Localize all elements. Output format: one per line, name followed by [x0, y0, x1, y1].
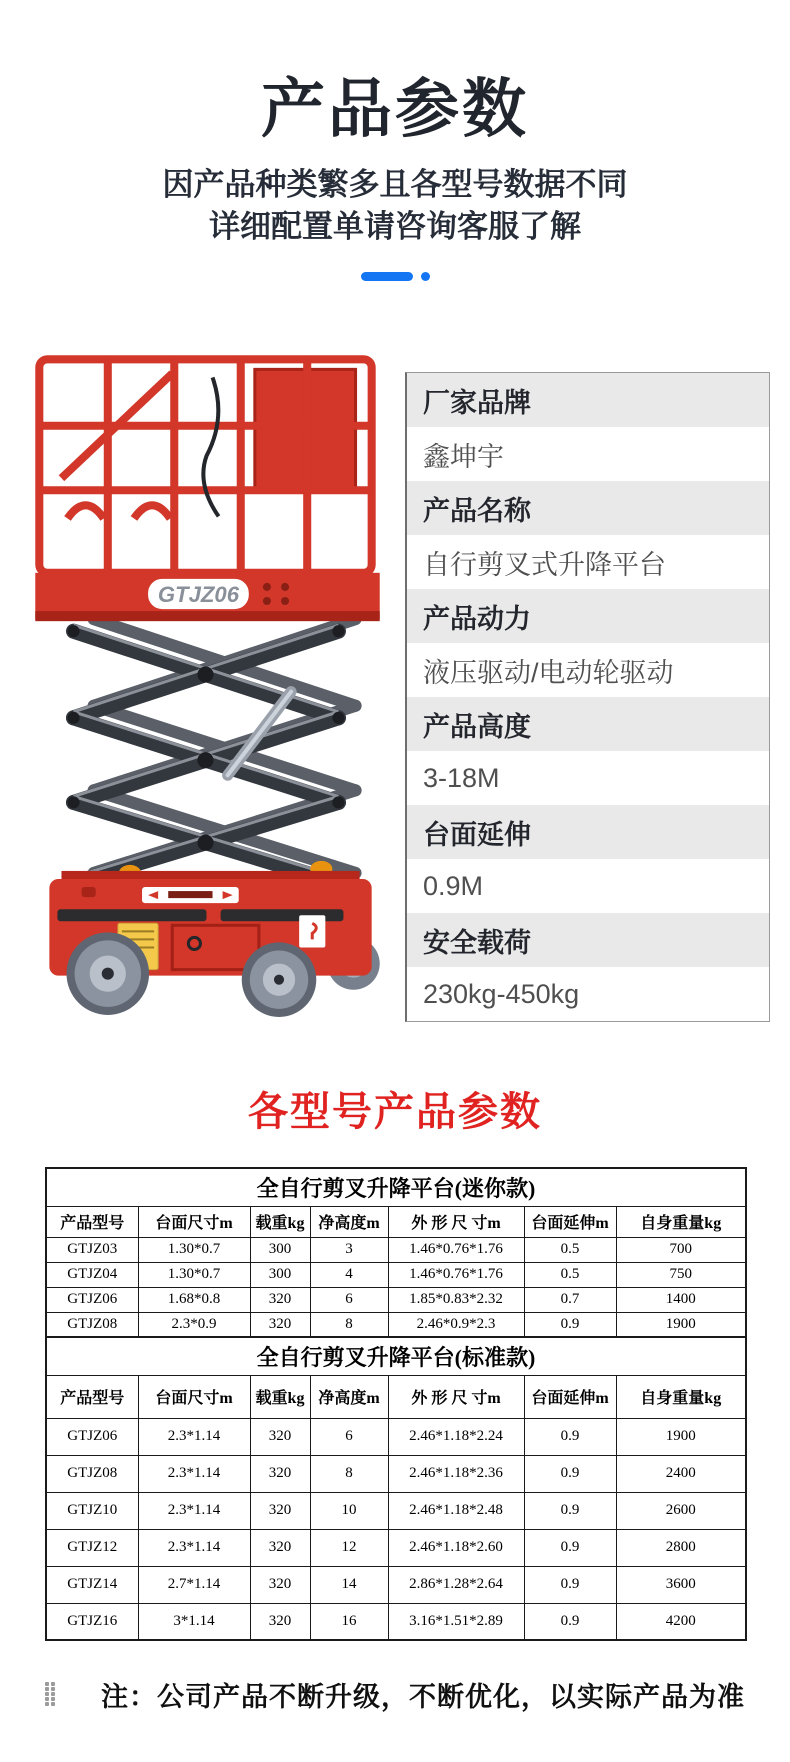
cell: 2.46*1.18*2.24 — [388, 1418, 524, 1455]
table-row — [46, 1603, 746, 1640]
cell: 16 — [310, 1603, 388, 1640]
spec-label-load: 安全载荷 — [407, 913, 769, 967]
cell: 0.5 — [524, 1262, 616, 1287]
divider-bar — [361, 272, 413, 281]
col-weight: 自身重量kg — [616, 1206, 746, 1237]
cell: 2.3*1.14 — [138, 1455, 250, 1492]
cell: GTJZ08 — [46, 1455, 138, 1492]
spec-value-brand: 鑫坤宇 — [407, 427, 769, 481]
cell: 2.7*1.14 — [138, 1566, 250, 1603]
product-spec-panel — [405, 372, 770, 1022]
subtitle-line-2: 详细配置单请咨询客服了解 — [209, 209, 581, 244]
cell: 6 — [310, 1418, 388, 1455]
table-row — [46, 1455, 746, 1492]
cell: 0.9 — [524, 1455, 616, 1492]
cell: 300 — [250, 1237, 310, 1262]
cell: 320 — [250, 1603, 310, 1640]
cell: GTJZ08 — [46, 1312, 138, 1337]
cell: 3.16*1.51*2.89 — [388, 1603, 524, 1640]
cell: 300 — [250, 1262, 310, 1287]
cell: 700 — [616, 1237, 746, 1262]
cell: 320 — [250, 1492, 310, 1529]
cell: 2.3*1.14 — [138, 1492, 250, 1529]
spec-value-power: 液压驱动/电动轮驱动 — [407, 643, 769, 697]
cell: 320 — [250, 1566, 310, 1603]
spec-value-height: 3-18M — [407, 751, 769, 805]
cell: 0.9 — [524, 1566, 616, 1603]
col-outer-size: 外 形 尺 寸m — [388, 1206, 524, 1237]
model-params-tables — [45, 1167, 745, 1641]
product-overview-section — [0, 317, 790, 1022]
cell: 2.46*1.18*2.48 — [388, 1492, 524, 1529]
spec-label-height: 产品高度 — [407, 697, 769, 751]
cell: GTJZ06 — [46, 1287, 138, 1312]
col-outer-size: 外 形 尺 寸m — [388, 1375, 524, 1418]
cell: GTJZ12 — [46, 1529, 138, 1566]
model-plate-text: GTJZ06 — [157, 582, 240, 608]
spec-value-load: 230kg-450kg — [407, 967, 769, 1021]
cell: 320 — [250, 1529, 310, 1566]
spec-label-name: 产品名称 — [407, 481, 769, 535]
spec-label-brand: 厂家品牌 — [407, 373, 769, 427]
col-platform-size: 台面尺寸m — [138, 1375, 250, 1418]
cell: 8 — [310, 1455, 388, 1492]
table-row — [46, 1262, 746, 1287]
cell: 3600 — [616, 1566, 746, 1603]
hook-sticker — [299, 915, 325, 947]
col-model: 产品型号 — [46, 1375, 138, 1418]
col-net-height: 净高度m — [310, 1375, 388, 1418]
basket-base-shadow — [35, 611, 379, 621]
col-weight: 自身重量kg — [616, 1375, 746, 1418]
table-row — [46, 1529, 746, 1566]
standard-series-table — [45, 1336, 747, 1641]
table-row — [46, 1312, 746, 1337]
table-row — [46, 1287, 746, 1312]
cell: 0.9 — [524, 1529, 616, 1566]
cell: 1.68*0.8 — [138, 1287, 250, 1312]
cell: 6 — [310, 1287, 388, 1312]
mini-table-title: 全自行剪叉升降平台(迷你款) — [46, 1168, 746, 1206]
table-row — [46, 1418, 746, 1455]
cell: GTJZ03 — [46, 1237, 138, 1262]
standard-table-title: 全自行剪叉升降平台(标准款) — [46, 1337, 746, 1375]
standard-table-header — [46, 1375, 746, 1418]
table-row — [46, 1237, 746, 1262]
footer-note — [45, 1675, 745, 1714]
cell: GTJZ10 — [46, 1492, 138, 1529]
cell: GTJZ14 — [46, 1566, 138, 1603]
cell: GTJZ04 — [46, 1262, 138, 1287]
cell: 320 — [250, 1418, 310, 1455]
col-net-height: 净高度m — [310, 1206, 388, 1237]
subtitle-line-1: 因产品种类繁多且各型号数据不同 — [162, 167, 628, 202]
cell: 3*1.14 — [138, 1603, 250, 1640]
cell: 2800 — [616, 1529, 746, 1566]
spec-value-name: 自行剪叉式升降平台 — [407, 535, 769, 589]
cell: 0.9 — [524, 1312, 616, 1337]
cell: 1.30*0.7 — [138, 1262, 250, 1287]
blue-divider — [0, 272, 790, 281]
cell: 1400 — [616, 1287, 746, 1312]
cell: 2.46*1.18*2.60 — [388, 1529, 524, 1566]
cell: 0.5 — [524, 1237, 616, 1262]
cell: GTJZ06 — [46, 1418, 138, 1455]
cell: 12 — [310, 1529, 388, 1566]
cell: 1.85*0.83*2.32 — [388, 1287, 524, 1312]
table-row — [46, 1566, 746, 1603]
cell: 0.7 — [524, 1287, 616, 1312]
col-platform-size: 台面尺寸m — [138, 1206, 250, 1237]
cell: 0.9 — [524, 1603, 616, 1640]
cell: 1.30*0.7 — [138, 1237, 250, 1262]
cell: 2600 — [616, 1492, 746, 1529]
page-subtitle — [0, 164, 790, 248]
col-extension: 台面延伸m — [524, 1375, 616, 1418]
cell: GTJZ16 — [46, 1603, 138, 1640]
basket-cable — [203, 377, 218, 516]
page-title: 产品参数 — [261, 73, 529, 145]
cell: 10 — [310, 1492, 388, 1529]
col-load: 载重kg — [250, 1206, 310, 1237]
col-load: 载重kg — [250, 1375, 310, 1418]
cell: 2400 — [616, 1455, 746, 1492]
cell: 2.3*1.14 — [138, 1529, 250, 1566]
cell: 750 — [616, 1262, 746, 1287]
spec-label-extension: 台面延伸 — [407, 805, 769, 859]
left-wheel — [67, 932, 150, 1015]
cell: 4200 — [616, 1603, 746, 1640]
col-model: 产品型号 — [46, 1206, 138, 1237]
model-params-title: 各型号产品参数 — [248, 1090, 542, 1134]
cell: 0.9 — [524, 1418, 616, 1455]
cell: 1.46*0.76*1.76 — [388, 1262, 524, 1287]
footer-note-text: 注：公司产品不断升级，不断优化，以实际产品为准 — [101, 1682, 745, 1712]
cell: 2.46*1.18*2.36 — [388, 1455, 524, 1492]
product-image-scissor-lift — [15, 317, 400, 1022]
right-wheel — [242, 942, 317, 1017]
mini-table-header — [46, 1206, 746, 1237]
platform-basket — [35, 359, 379, 621]
spec-label-power: 产品动力 — [407, 589, 769, 643]
cell: 2.3*0.9 — [138, 1312, 250, 1337]
cell: 0.9 — [524, 1492, 616, 1529]
cell: 1.46*0.76*1.76 — [388, 1237, 524, 1262]
cell: 14 — [310, 1566, 388, 1603]
cell: 320 — [250, 1312, 310, 1337]
col-extension: 台面延伸m — [524, 1206, 616, 1237]
cell: 320 — [250, 1455, 310, 1492]
spec-value-extension: 0.9M — [407, 859, 769, 913]
cell: 1900 — [616, 1418, 746, 1455]
cell: 2.86*1.28*2.64 — [388, 1566, 524, 1603]
cell: 320 — [250, 1287, 310, 1312]
cell: 2.46*0.9*2.3 — [388, 1312, 524, 1337]
cell: 8 — [310, 1312, 388, 1337]
cell: 4 — [310, 1262, 388, 1287]
divider-dot — [421, 272, 430, 281]
cell: 1900 — [616, 1312, 746, 1337]
mini-series-table — [45, 1167, 747, 1338]
table-row — [46, 1492, 746, 1529]
cell: 3 — [310, 1237, 388, 1262]
cell: 2.3*1.14 — [138, 1418, 250, 1455]
